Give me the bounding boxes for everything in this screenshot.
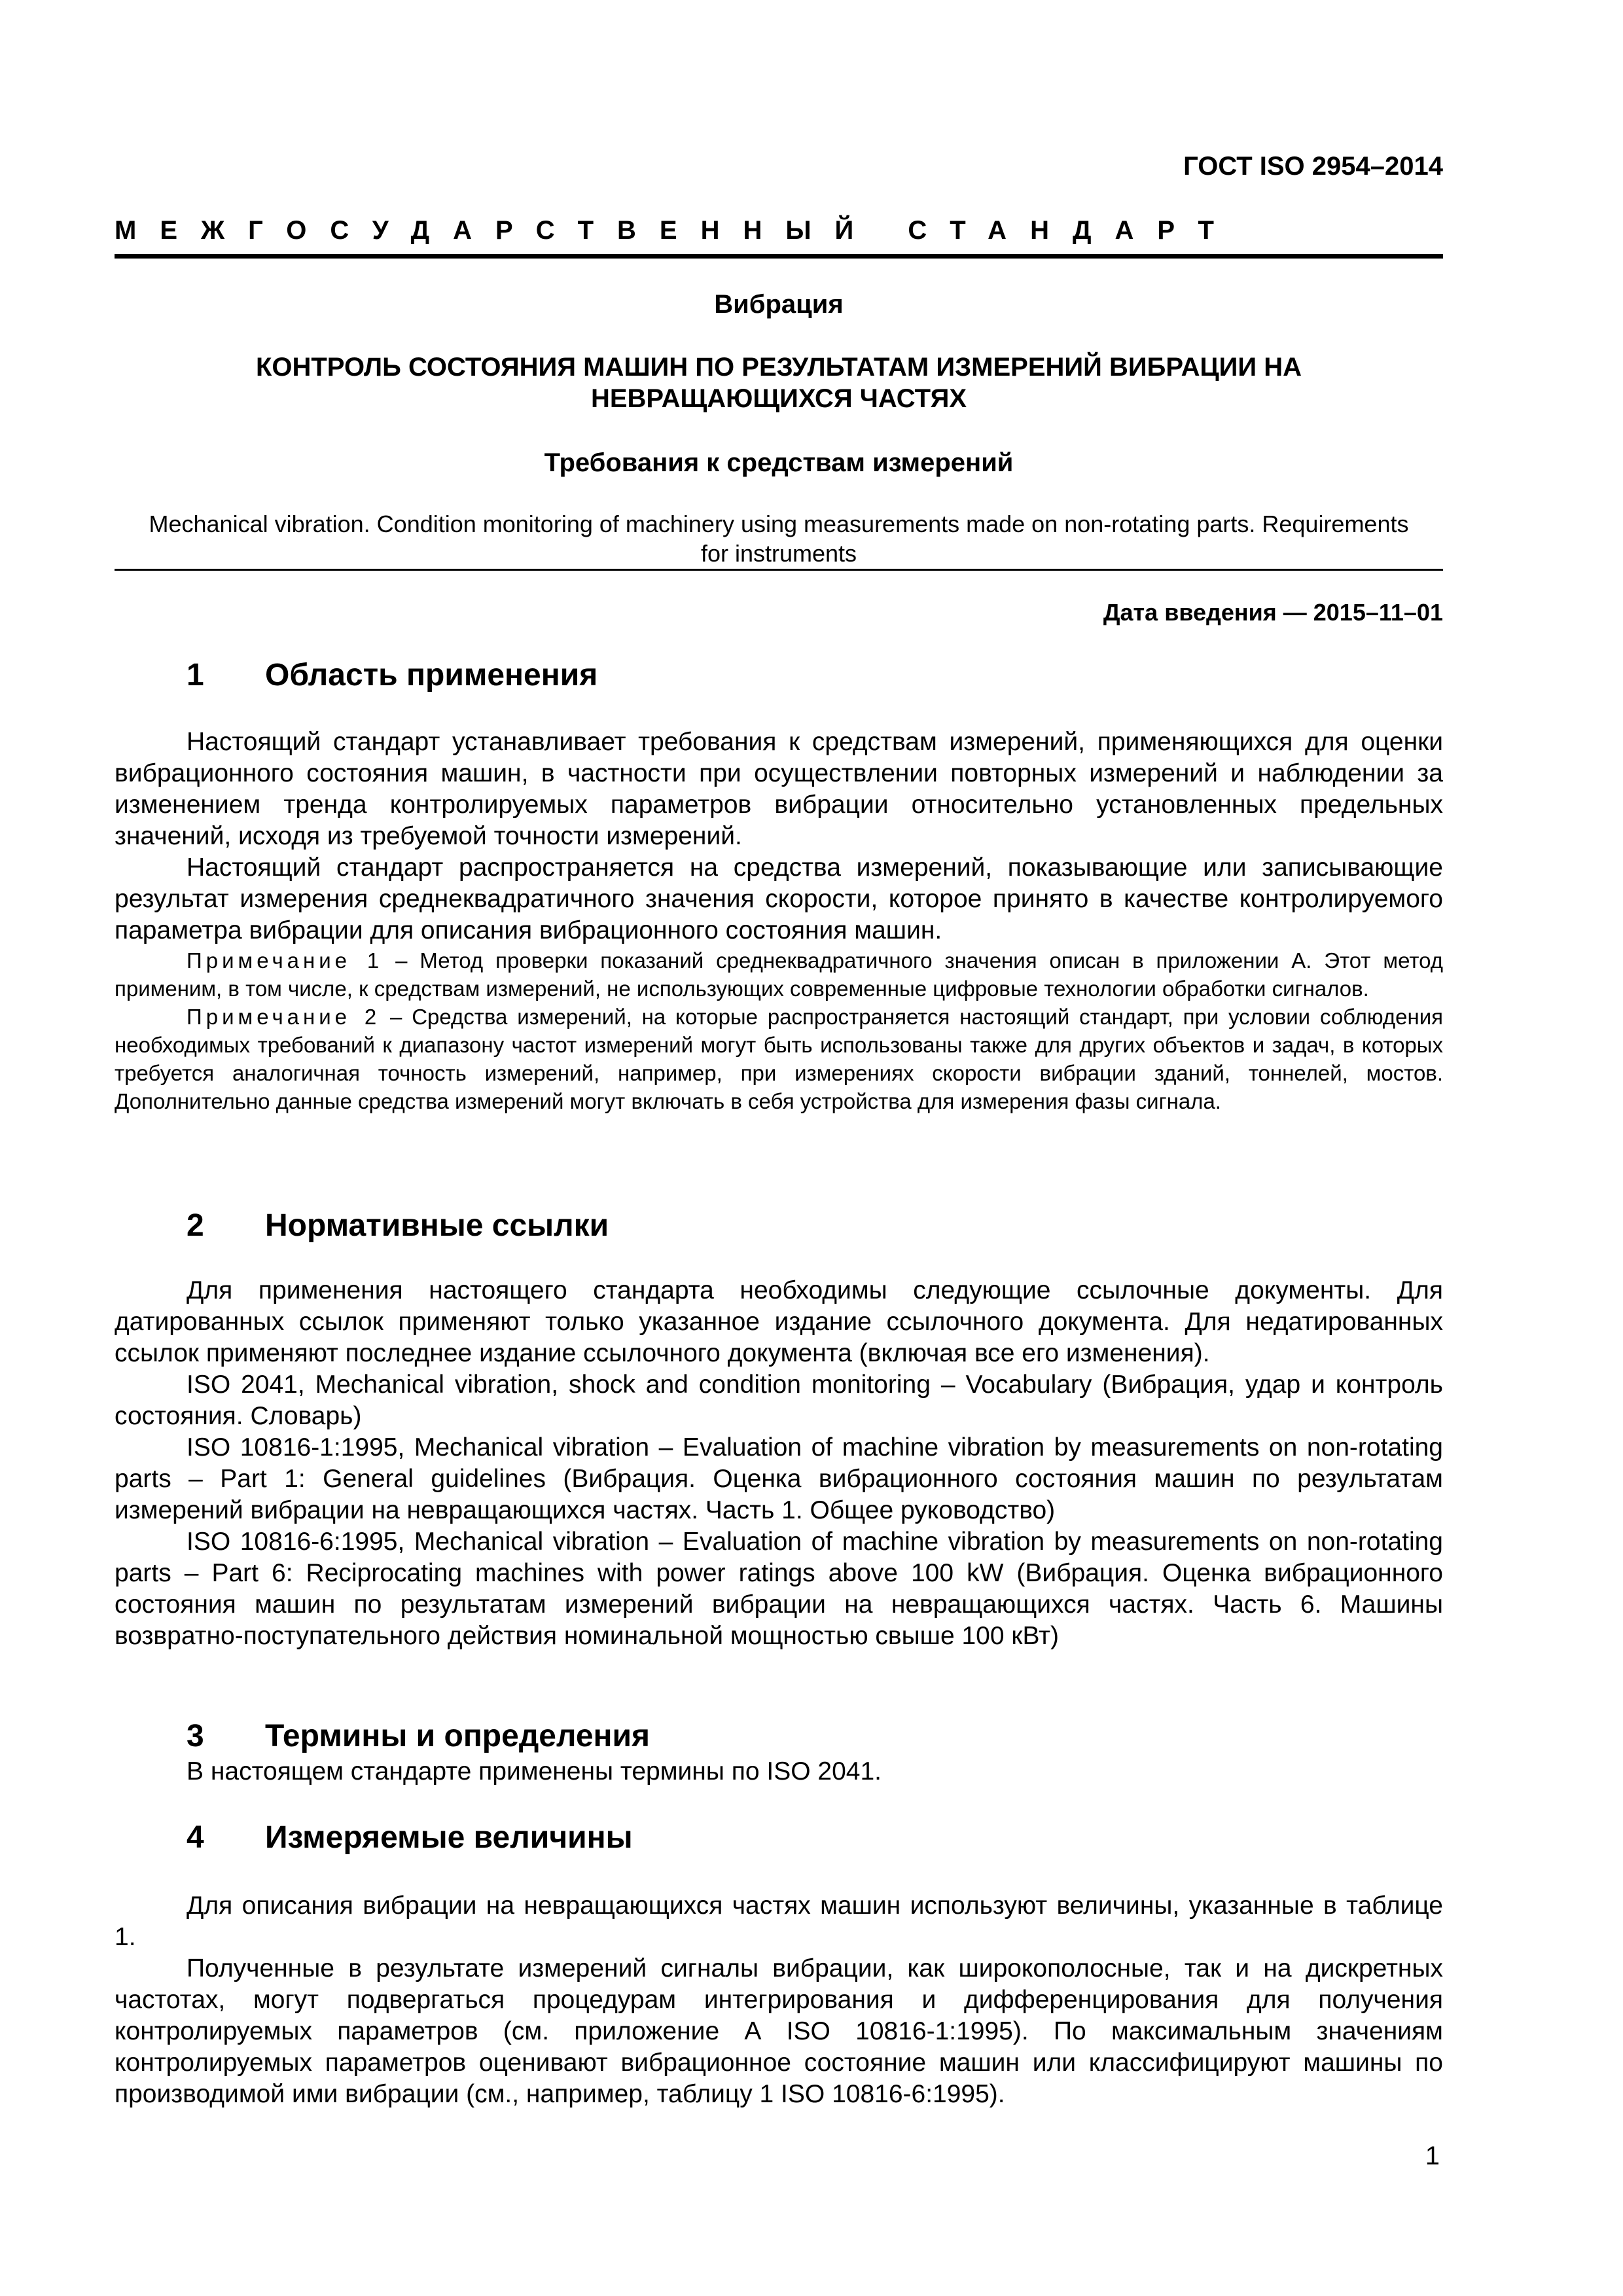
section-heading-2 <box>187 1208 609 1244</box>
section-title: Нормативные ссылки <box>265 1208 609 1243</box>
paragraph: Настоящий стандарт распространяется на средства измерений, показывающие или записывающие результат измерения среднеквадратичного значения скорости, которое принято в качестве контролируемого параметра вибрации для описания вибрационного состояния машин. <box>115 853 1443 944</box>
section-heading-3 <box>187 1718 650 1754</box>
paragraph: Для описания вибрации на невращающихся частях машин используют величины, указанные в таблице 1. <box>115 1892 1443 1951</box>
section-title: Термины и определения <box>265 1719 651 1753</box>
note-label: Примечание 2 <box>187 1005 381 1029</box>
document-subject: Вибрация <box>714 290 844 319</box>
english-title-line-2: for instruments <box>700 540 857 567</box>
main-title-line-1: КОНТРОЛЬ СОСТОЯНИЯ МАШИН ПО РЕЗУЛЬТАТАМ ИЗМЕРЕНИЙ ВИБРАЦИИ НА <box>255 353 1302 382</box>
introduction-date: Дата введения — 2015–11–01 <box>1103 599 1443 626</box>
section-1-body <box>115 726 1443 1115</box>
document-subtitle: Требования к средствам измерений <box>544 448 1014 477</box>
main-title-line-2: НЕВРАЩАЮЩИХСЯ ЧАСТЯХ <box>590 384 967 413</box>
page-number: 1 <box>1425 2142 1440 2170</box>
section-number: 2 <box>187 1208 204 1243</box>
paragraph: Для применения настоящего стандарта необходимы следующие ссылочные документы. Для датированных ссылок применяют только указанное издание ссылочного документа. Для недатированных ссылок применяют последнее издание ссылочного документа (включая все его изменения). <box>115 1276 1443 1367</box>
paragraph: Настоящий стандарт устанавливает требования к средствам измерений, применяющихся для оценки вибрационного состояния машин, в частности при осуществлении повторных измерений и наблюдении за изменением тренда контролируемых параметров вибрации относительно установленных предельных значений, исходя из требуемой точности измерений. <box>115 728 1443 850</box>
english-title-line-1: Mechanical vibration. Condition monitoring of machinery using measurements made on non-rotating parts. Requirements <box>149 511 1409 537</box>
note-text: – Средства измерений, на которые распространяется настоящий стандарт, при условии соблюдения необходимых требований к диапазону частот измерений могут быть использованы также для других объектов и задач, в которых требуется аналогичная точность измерений, например, при измерениях скорости вибрации зданий, тоннелей, мостов. Дополнительно данные средства измерений могут включать в себя устройства для измерения фазы сигнала. <box>115 1005 1444 1113</box>
note-text: – Метод проверки показаний среднеквадратичного значения описан в приложении А. Этот метод применим, в том числе, к средствам измерений, не использующих современные цифровые технологии обработки сигналов. <box>115 948 1443 1001</box>
document-main-title <box>115 351 1443 414</box>
section-number: 1 <box>187 658 204 692</box>
standard-type-heading: МЕЖГОСУДАРСТВЕННЫЙ СТАНДАРТ <box>115 216 1238 245</box>
section-heading-4 <box>187 1820 633 1856</box>
section-2-body <box>115 1275 1443 1652</box>
section-heading-1 <box>187 657 597 693</box>
document-code: ГОСТ ISO 2954–2014 <box>1183 152 1443 181</box>
section-4-body <box>115 1890 1443 2110</box>
section-3-body <box>115 1756 1443 1787</box>
paragraph: Полученные в результате измерений сигналы вибрации, как широкополосные, так и на дискретных частотах, могут подвергаться процедурам интегрирования и дифференцирования для получения контролируемых параметров (см. приложение А ISO 10816-1:1995). По максимальным значениям контролируемых параметров оценивают вибрационное состояние машин или классифицируют машины по производимой ими вибрации (см., например, таблицу 1 ISO 10816-6:1995). <box>115 1954 1443 2108</box>
reference-iso-10816-1: ISO 10816-1:1995, Mechanical vibration – Evaluation of machine vibration by measurements on non-rotating parts – Part 1: General guidelines (Вибрация. Оценка вибрационного состояния машин по результатам измерений вибрации на невращающихся частях. Часть 1. Общее руководство) <box>115 1433 1443 1524</box>
note-label: Примечание 1 <box>187 948 383 973</box>
english-title <box>115 509 1443 568</box>
section-number: 3 <box>187 1719 204 1753</box>
note-1 <box>115 946 1443 1003</box>
header-thick-rule <box>115 254 1443 259</box>
reference-iso-10816-6: ISO 10816-6:1995, Mechanical vibration – Evaluation of machine vibration by measurements on non-rotating parts – Part 6: Reciprocating machines with power ratings above 100 kW (Вибрация. Оценка вибрационного состояния машин по результатам измерений вибрации на невращающихся частях. Часть 6. Машины возвратно-поступательного действия номинальной мощностью свыше 100 кВт) <box>115 1528 1443 1650</box>
section-title: Измеряемые величины <box>265 1820 633 1855</box>
reference-iso-2041: ISO 2041, Mechanical vibration, shock and condition monitoring – Vocabulary (Вибрация, удар и контроль состояния. Словарь) <box>115 1371 1443 1430</box>
section-number: 4 <box>187 1820 204 1855</box>
note-2 <box>115 1003 1443 1115</box>
title-thin-rule <box>115 569 1443 571</box>
paragraph: В настоящем стандарте применены термины по ISO 2041. <box>187 1757 882 1785</box>
section-title: Область применения <box>265 658 598 692</box>
